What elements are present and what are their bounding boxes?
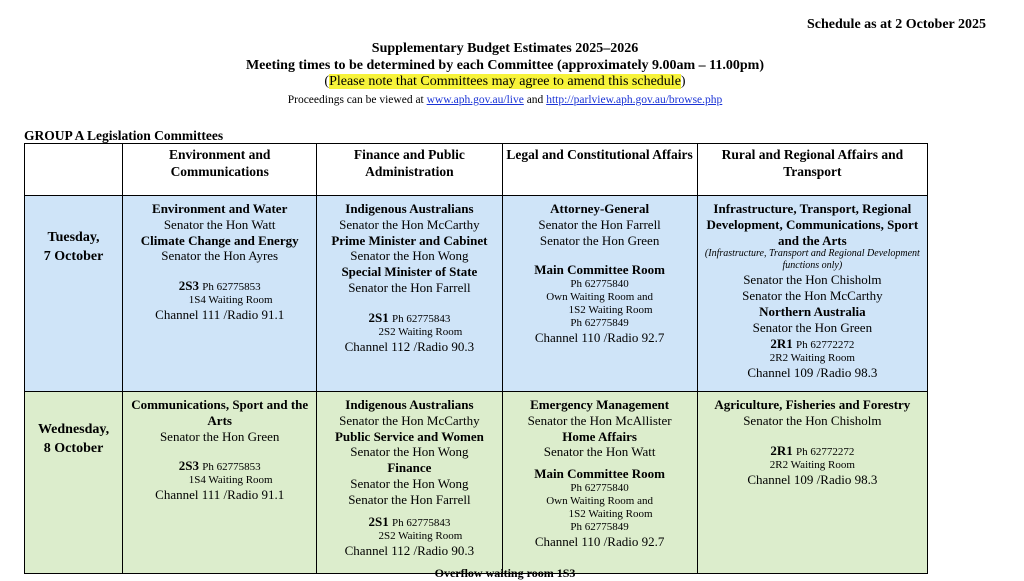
- live-link[interactable]: www.aph.gov.au/live: [426, 94, 524, 106]
- rural-cell: Agriculture, Fisheries and Forestry Senator the Hon Chisholm 2R1 Ph 62772272 2R2 Waiting Room Channel 109 /Radio 98.3: [697, 392, 927, 574]
- day-cell: Tuesday, 7 October: [25, 196, 123, 392]
- header-row: [25, 144, 928, 196]
- table-row: [25, 196, 928, 392]
- fin-cell: Indigenous Australians Senator the Hon McCarthy Prime Minister and Cabinet Senator the Hon Wong Special Minister of State Senator the Hon Farrell 2S1 Ph 62775843 2S2 Waiting Room Channel 112 /Radio 90.3: [317, 196, 502, 392]
- overflow-note: Overflow waiting room 1S3: [434, 566, 576, 580]
- column-header: Rural and Regional Affairs and Transport: [697, 144, 927, 196]
- env-cell: Environment and Water Senator the Hon Watt Climate Change and Energy Senator the Hon Ayres 2S3 Ph 62775853 1S4 Waiting Room Channel 111 /Radio 91.1: [123, 196, 317, 392]
- proceedings-line: Proceedings can be viewed at www.aph.gov.au/live and http://parlview.aph.gov.au/browse.php: [287, 94, 723, 106]
- group-title: GROUP A Legislation Committees: [24, 128, 224, 143]
- legal-cell: Emergency Management Senator the Hon McAllister Home Affairs Senator the Hon Watt Main Committee Room Ph 62775840 Own Waiting Room and 1S2 Waiting Room Ph 62775849 Channel 110 /Radio 92.7: [502, 392, 697, 574]
- schedule-date: Schedule as at 2 October 2025: [806, 17, 986, 32]
- legal-cell: Attorney-General Senator the Hon Farrell Senator the Hon Green Main Committee Room Ph 62775840 Own Waiting Room and 1S2 Waiting Room Ph 62775849 Channel 110 /Radio 92.7: [502, 196, 697, 392]
- document-subtitle: Meeting times to be determined by each Committee (approximately 9.00am – 11.00pm): [245, 58, 765, 73]
- fin-cell: Indigenous Australians Senator the Hon McCarthy Public Service and Women Senator the Hon Wong Finance Senator the Hon Wong Senator the Hon Farrell 2S1 Ph 62775843 2S2 Waiting Room Channel 112 /Radio 90.3: [317, 392, 502, 574]
- highlighted-note: Please note that Committees may agree to amend this schedule: [329, 74, 681, 89]
- column-header: Legal and Constitutional Affairs: [502, 144, 697, 196]
- day-cell: Wednesday, 8 October: [25, 392, 123, 574]
- parlview-link[interactable]: http://parlview.aph.gov.au/browse.php: [546, 94, 723, 106]
- rural-cell: Infrastructure, Transport, Regional Development, Communications, Sport and the Arts (Infrastructure, Transport and Regional Development functions only) Senator the Hon Chisholm Senator the Hon McCarthy Northern Australia Senator the Hon Green 2R1 Ph 62772272 2R2 Waiting Room Channel 109 /Radio 98.3: [697, 196, 927, 392]
- column-header: Environment and Communications: [123, 144, 317, 196]
- column-header: Finance and Public Administration: [317, 144, 502, 196]
- document-title: Supplementary Budget Estimates 2025–2026: [371, 41, 639, 56]
- schedule-table: [24, 143, 928, 574]
- table-row: [25, 392, 928, 574]
- amend-note: (Please note that Committees may agree to amend this schedule): [324, 74, 686, 89]
- env-cell: Communications, Sport and the Arts Senator the Hon Green 2S3 Ph 62775853 1S4 Waiting Room Channel 111 /Radio 91.1: [123, 392, 317, 574]
- corner-cell: [25, 144, 123, 196]
